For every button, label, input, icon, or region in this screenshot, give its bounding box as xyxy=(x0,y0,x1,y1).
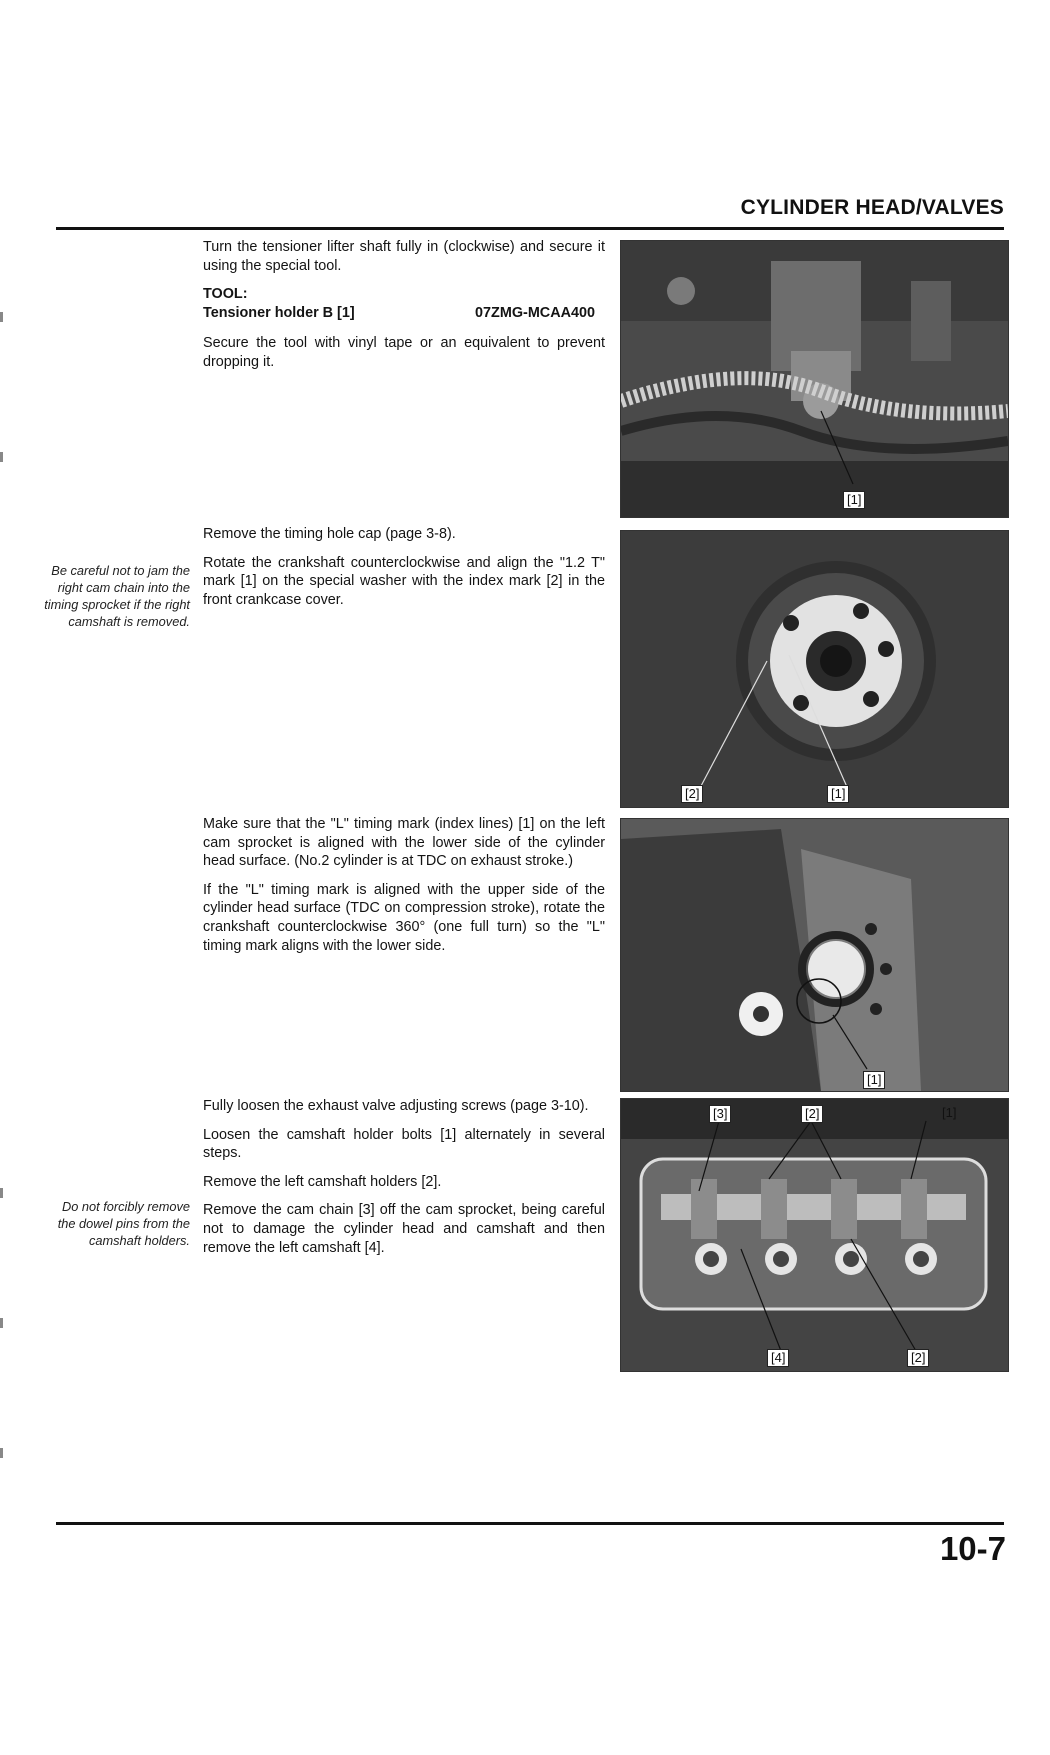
step-1-paragraph: Turn the tensioner lifter shaft fully in (clockwise) and secure it using the special tool. xyxy=(203,239,605,274)
scan-edge-mark xyxy=(0,452,3,462)
step-1-paragraph-after: Secure the tool with vinyl tape or an equivalent to prevent dropping it. xyxy=(203,335,605,370)
callout-label: [1] xyxy=(942,1105,957,1120)
page-number: 10-7 xyxy=(939,1530,1006,1567)
step-3-text xyxy=(203,815,605,965)
step-4-paragraph-1: Fully loosen the exhaust valve adjusting screws (page 3-10). xyxy=(203,1098,589,1114)
tool-heading: TOOL: xyxy=(203,286,248,303)
tool-line xyxy=(203,304,605,323)
page-title: CYLINDER HEAD/VALVES xyxy=(740,196,1004,219)
tool-name: Tensioner holder B [1] xyxy=(203,304,355,321)
photo-cam-sprocket xyxy=(620,818,1009,1092)
scan-edge-mark xyxy=(0,312,3,322)
callout-label: [1] xyxy=(827,785,849,803)
callout-label: [4] xyxy=(767,1349,789,1367)
step-4-text xyxy=(203,1097,605,1267)
step-2-text xyxy=(203,525,605,619)
photo-timing-hole xyxy=(620,530,1009,808)
caution-note-1: Be careful not to jam the right cam chain into the timing sprocket if the right camshaft is removed. xyxy=(44,563,190,629)
photo-camshaft-holders xyxy=(620,1098,1009,1372)
step-4-paragraph-4: Remove the cam chain [3] off the cam sprocket, being careful not to damage the cylinder head and camshaft and then remove the left camshaft [4]. xyxy=(203,1202,605,1256)
step-3-paragraph-1: Make sure that the "L" timing mark (index lines) [1] on the left cam sprocket is aligned with the lower side of the cylinder head surface. (No.2 cylinder is at TDC on exhaust stroke.) xyxy=(203,816,605,870)
step-2-paragraph-2: Rotate the crankshaft counterclockwise and align the "1.2 T" mark [1] on the special washer with the index mark [2] in the front crankcase cover. xyxy=(203,554,605,608)
tool-number: 07ZMG-MCAA400 xyxy=(475,304,595,321)
callout-label: [1] xyxy=(843,491,865,509)
step-1-text xyxy=(203,238,605,382)
scan-edge-mark xyxy=(0,1448,3,1458)
step-4-paragraph-2: Loosen the camshaft holder bolts [1] alternately in several steps. xyxy=(203,1126,605,1162)
step-4-paragraph-3: Remove the left camshaft holders [2]. xyxy=(203,1173,442,1190)
photo-tensioner-holder xyxy=(620,240,1009,518)
header-rule xyxy=(56,227,1004,230)
step-3-paragraph-2: If the "L" timing mark is aligned with the upper side of the cylinder head surface (TDC on compression stroke), rotate the crankshaft counterclockwise 360° (one full turn) so the "L" timing mark aligns with the lower side. xyxy=(203,881,605,954)
callout-label: [1] xyxy=(863,1071,885,1089)
scan-edge-mark xyxy=(0,1188,3,1198)
footer-rule xyxy=(56,1522,1004,1525)
scan-edge-mark xyxy=(0,1318,3,1328)
step-2-paragraph-1: Remove the timing hole cap (page 3-8). xyxy=(203,526,456,542)
callout-label: [2] xyxy=(907,1349,929,1367)
callout-label: [2] xyxy=(801,1105,823,1123)
callout-label: [2] xyxy=(681,785,703,803)
callout-label: [3] xyxy=(709,1105,731,1123)
caution-note-2: Do not forcibly remove the dowel pins from the camshaft holders. xyxy=(57,1199,190,1248)
